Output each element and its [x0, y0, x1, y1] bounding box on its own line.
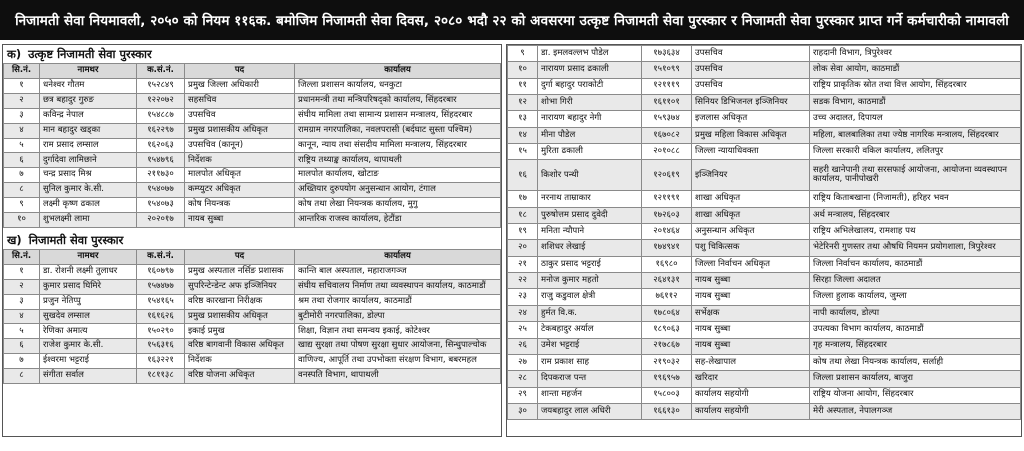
cell-ksn: १२२०७२ — [137, 93, 185, 108]
cell-name: शोभा गिरी — [538, 95, 642, 111]
cell-ksn: २०१४६४ — [642, 224, 692, 240]
cell-post: सह-लेखापाल — [692, 354, 810, 370]
table-row — [4, 79, 501, 94]
cell-office: कान्ति बाल अस्पताल, महाराजगञ्ज — [295, 264, 501, 279]
cell-ksn: १५८००३ — [642, 387, 692, 403]
cell-office: सडक विभाग, काठमाडौं — [810, 95, 1021, 111]
cell-name: मनोज कुमार महतो — [538, 273, 642, 289]
cell-name: कुमार प्रसाद घिमिरे — [40, 279, 137, 294]
cell-ksn: १६६१३० — [642, 403, 692, 419]
cell-post: प्रमुख जिल्ला अधिकारी — [185, 79, 295, 94]
right-panel — [506, 44, 1022, 437]
cell-name: दुर्गादेवा लामिछाने — [40, 153, 137, 168]
cell-sn: १० — [4, 213, 40, 228]
cell-office: जिल्ला प्रशासन कार्यालय, बाजुरा — [810, 371, 1021, 387]
cell-ksn: १२०६१९ — [642, 160, 692, 191]
cell-ksn: १६३२२१ — [137, 354, 185, 369]
cell-ksn: १५४०७३ — [137, 198, 185, 213]
table-row — [508, 273, 1021, 289]
cell-office: बुटीमोरी नगरपालिका, डोल्पा — [295, 309, 501, 324]
cell-office: श्रम तथा रोजगार कार्यालय, काठमाडौं — [295, 294, 501, 309]
table-row — [508, 305, 1021, 321]
cell-office: जिल्ला सरकारी वकिल कार्यालय, ललितपुर — [810, 144, 1021, 160]
cell-ksn: २०१०८८ — [642, 144, 692, 160]
cell-post: निर्देशक — [185, 153, 295, 168]
cell-post: जिल्ला न्यायाधिवक्ता — [692, 144, 810, 160]
cell-office: रामग्राम नगरपालिका, नवलपरासी (बर्दघाट सुस्ता पश्चिम) — [295, 123, 501, 138]
cell-name: मान बहादुर खड्का — [40, 123, 137, 138]
table-row — [508, 160, 1021, 191]
header-post: पद — [185, 64, 295, 79]
cell-office: कोष तथा लेखा नियन्त्रक कार्यालय, सर्लाही — [810, 354, 1021, 370]
cell-post: नायब सुब्बा — [185, 213, 295, 228]
cell-sn: १० — [508, 62, 538, 78]
cell-post: कोष नियन्त्रक — [185, 198, 295, 213]
table-row — [4, 324, 501, 339]
cell-post: प्रमुख अस्पताल नर्सिङ प्रशासक — [185, 264, 295, 279]
cell-office: भेटेरिनरी गुणस्तर तथा औषधि नियमन प्रयोगशाला, त्रिपुरेश्वर — [810, 240, 1021, 256]
cell-office: जिल्ला निर्वाचन कार्यालय, काठमाडौं — [810, 256, 1021, 272]
cell-sn: ८ — [4, 369, 40, 384]
cell-post: अनुसन्धान अधिकृत — [692, 224, 810, 240]
section-b-left-rows — [4, 264, 501, 383]
cell-office: सहरी खानेपानी तथा सरसफाई आयोजना, आयोजना व्यवस्थापन कार्यालय, पानीपोखरी — [810, 160, 1021, 191]
section-a-label: उत्कृष्ट निजामती सेवा पुरस्कार — [28, 47, 152, 61]
cell-ksn: १९६९५७ — [642, 371, 692, 387]
cell-name: मुरिता ढकाली — [538, 144, 642, 160]
cell-name: नारायण प्रसाद ढकाली — [538, 62, 642, 78]
cell-ksn: १७८०६४ — [642, 305, 692, 321]
cell-post: उपसचिव — [692, 46, 810, 62]
cell-office: मेरी अस्पताल, नेपालगञ्ज — [810, 403, 1021, 419]
cell-post: नायब सुब्बा — [692, 322, 810, 338]
table-row — [508, 95, 1021, 111]
cell-post: प्रमुख महिला विकास अधिकृत — [692, 127, 810, 143]
cell-name: डा. इमलवल्लभ पौडेल — [538, 46, 642, 62]
cell-office: मालपोत कार्यालय, खोटाङ — [295, 168, 501, 183]
cell-ksn: १६२२९७ — [137, 123, 185, 138]
cell-sn: ७ — [4, 354, 40, 369]
cell-post: उपसचिव — [692, 62, 810, 78]
cell-office: अर्थ मन्त्रालय, सिंहदरबार — [810, 207, 1021, 223]
cell-ksn: १६७०८२ — [642, 127, 692, 143]
cell-name: ईश्वरमा भट्टराई — [40, 354, 137, 369]
cell-sn: २१ — [508, 256, 538, 272]
cell-office: कानून, न्याय तथा संसदीय मामिला मन्त्रालय, सिंहदरबार — [295, 138, 501, 153]
header-office: कार्यालय — [295, 64, 501, 79]
cell-sn: २० — [508, 240, 538, 256]
header-post: पद — [185, 249, 295, 264]
cell-post: वरिष्ठ कारखाना निरीक्षक — [185, 294, 295, 309]
cell-office: राष्ट्रिय तथ्याङ्क कार्यालय, थापाथली — [295, 153, 501, 168]
cell-post: सर्भेक्षक — [692, 305, 810, 321]
cell-sn: १२ — [508, 95, 538, 111]
cell-name: जयबहादुर लाल अधिरी — [538, 403, 642, 419]
cell-name: प्रजुन नेतिप्पु — [40, 294, 137, 309]
table-row — [4, 309, 501, 324]
cell-name: हुर्मत वि.क. — [538, 305, 642, 321]
cell-sn: ९ — [4, 198, 40, 213]
cell-post: उपसचिव — [692, 78, 810, 94]
cell-sn: ९ — [508, 46, 538, 62]
table-row — [4, 198, 501, 213]
cell-ksn: १८९०६३ — [642, 322, 692, 338]
cell-ksn: १७२६०३ — [642, 207, 692, 223]
table-header-row — [4, 64, 501, 79]
cell-sn: ६ — [4, 339, 40, 354]
cell-office: जिल्ला प्रशासन कार्यालय, धनकुटा — [295, 79, 501, 94]
table-row — [508, 322, 1021, 338]
cell-post: प्रमुख प्रशासकीय अधिकृत — [185, 123, 295, 138]
cell-ksn: १५०२९० — [137, 324, 185, 339]
cell-sn: १८ — [508, 207, 538, 223]
table-row — [508, 403, 1021, 419]
table-row — [4, 264, 501, 279]
cell-sn: २६ — [508, 338, 538, 354]
cell-office: महिला, बालबालिका तथा ज्येष्ठ नागरिक मन्त्रालय, सिंहदरबार — [810, 127, 1021, 143]
table-row — [4, 339, 501, 354]
table-row — [508, 62, 1021, 78]
cell-name: चन्द्र प्रसाद मिश्र — [40, 168, 137, 183]
cell-ksn: १५४७९६ — [137, 153, 185, 168]
cell-office: उपत्यका विभाग कार्यालय, काठमाडौं — [810, 322, 1021, 338]
cell-post: उपसचिव (कानून) — [185, 138, 295, 153]
cell-sn: ४ — [4, 123, 40, 138]
cell-post: कार्यालय सहयोगी — [692, 403, 810, 419]
cell-post: मालपोत अधिकृत — [185, 168, 295, 183]
cell-office: राष्ट्रिय अभिलेखालय, रामशाह पथ — [810, 224, 1021, 240]
table-row — [4, 279, 501, 294]
cell-name: कविन्द्र नेपाल — [40, 108, 137, 123]
cell-name: दिपकराज पन्त — [538, 371, 642, 387]
section-b-number: ख) — [7, 232, 22, 247]
cell-sn: ७ — [4, 168, 40, 183]
cell-ksn: १५६३१६ — [137, 339, 185, 354]
cell-ksn: १५४१६५ — [137, 294, 185, 309]
cell-ksn: २१७८६७ — [642, 338, 692, 354]
cell-ksn: १५९३७४ — [642, 111, 692, 127]
cell-post: नायब सुब्बा — [692, 289, 810, 305]
cell-office: कोष तथा लेखा नियन्त्रक कार्यालय, मुगु — [295, 198, 501, 213]
cell-office: जिल्ला हुलाक कार्यालय, जुम्ला — [810, 289, 1021, 305]
cell-name: राजु कडुवाल क्षेत्री — [538, 289, 642, 305]
cell-name: शशिधर लेखाई — [538, 240, 642, 256]
cell-ksn: २६४१३१ — [642, 273, 692, 289]
cell-sn: २४ — [508, 305, 538, 321]
table-row — [4, 294, 501, 309]
cell-sn: ३ — [4, 294, 40, 309]
cell-sn: १९ — [508, 224, 538, 240]
cell-post: शाखा अधिकृत — [692, 191, 810, 207]
cell-sn: ५ — [4, 324, 40, 339]
section-b-left-table — [3, 249, 501, 384]
cell-post: नायब सुब्बा — [692, 273, 810, 289]
cell-sn: १ — [4, 264, 40, 279]
cell-office: शिक्षा, विज्ञान तथा समन्वय इकाई, कोटेश्वर — [295, 324, 501, 339]
table-row — [508, 127, 1021, 143]
cell-post: सुपरिन्टेन्डेन्ट अफ इञ्जिनियर — [185, 279, 295, 294]
cell-ksn: १५४८८७ — [137, 108, 185, 123]
cell-office: अख्तियार दुरुपयोग अनुसन्धान आयोग, टंगाल — [295, 183, 501, 198]
cell-sn: ५ — [4, 138, 40, 153]
cell-ksn: १६१६२६ — [137, 309, 185, 324]
cell-office: राहदानी विभाग, त्रिपुरेश्वर — [810, 46, 1021, 62]
header-ksn: क.सं.नं. — [137, 64, 185, 79]
cell-sn: २७ — [508, 354, 538, 370]
cell-sn: ३० — [508, 403, 538, 419]
cell-post: पशु चिकित्सक — [692, 240, 810, 256]
cell-post: कम्प्युटर अधिकृत — [185, 183, 295, 198]
cell-sn: २२ — [508, 273, 538, 289]
table-row — [508, 256, 1021, 272]
cell-post: प्रमुख प्रशासकीय अधिकृत — [185, 309, 295, 324]
cell-sn: २५ — [508, 322, 538, 338]
cell-name: सुखदेव लम्साल — [40, 309, 137, 324]
table-row — [508, 78, 1021, 94]
cell-sn: १५ — [508, 144, 538, 160]
cell-post: जिल्ला निर्वाचन अधिकृत — [692, 256, 810, 272]
cell-ksn: १२११९१ — [642, 191, 692, 207]
cell-name: राम प्रसाद लम्साल — [40, 138, 137, 153]
cell-ksn: ७६११२ — [642, 289, 692, 305]
cell-sn: २ — [4, 279, 40, 294]
header-sn: सि.नं. — [4, 249, 40, 264]
cell-office: लोक सेवा आयोग, काठमाडौं — [810, 62, 1021, 78]
cell-office: वनस्पति विभाग, थापाथली — [295, 369, 501, 384]
table-row — [508, 240, 1021, 256]
document-title: निजामती सेवा नियमावली, २०५० को नियम ११६क. बमोजिम निजामती सेवा दिवस, २०८० भदौ २२ को अवसरमा उत्कृष्ट निजामती सेवा पुरस्कार र निजामती सेवा पुरस्कार प्राप्त गर्ने कर्मचारीको नामावली — [0, 0, 1024, 40]
table-row — [508, 387, 1021, 403]
cell-ksn: १५४०७७ — [137, 183, 185, 198]
cell-name: मीना पौडेल — [538, 127, 642, 143]
cell-name: सुनिल कुमार के.सी. — [40, 183, 137, 198]
cell-office: आन्तरिक राजस्व कार्यालय, हेटौंडा — [295, 213, 501, 228]
cell-name: ठाकुर प्रसाद भट्टराई — [538, 256, 642, 272]
cell-sn: ८ — [4, 183, 40, 198]
cell-ksn: १६०७९७ — [137, 264, 185, 279]
cell-name: टेकबहादुर अर्याल — [538, 322, 642, 338]
cell-post: सहसचिव — [185, 93, 295, 108]
cell-name: राजेश कुमार के.सी. — [40, 339, 137, 354]
cell-office: राष्ट्रिय किताबखाना (निजामती), हरिहर भवन — [810, 191, 1021, 207]
cell-ksn: १८११३८ — [137, 369, 185, 384]
table-row — [4, 354, 501, 369]
section-b-title — [3, 231, 501, 249]
section-a-table — [3, 63, 501, 228]
cell-name: उमेश भट्टराई — [538, 338, 642, 354]
cell-ksn: २११७३० — [137, 168, 185, 183]
cell-post: सिनियर डिभिजनल इञ्जिनियर — [692, 95, 810, 111]
cell-office: सिरहा जिल्ला अदालत — [810, 273, 1021, 289]
table-row — [4, 153, 501, 168]
cell-office: संघीय सचिवालय निर्माण तथा व्यवस्थापन कार्यालय, काठमाडौं — [295, 279, 501, 294]
table-row — [4, 93, 501, 108]
cell-post: निर्देशक — [185, 354, 295, 369]
cell-name: मनिता न्यौपाने — [538, 224, 642, 240]
cell-name: लक्ष्मी कृष्ण ढकाल — [40, 198, 137, 213]
table-row — [508, 144, 1021, 160]
section-a-title — [3, 45, 501, 63]
table-row — [508, 191, 1021, 207]
header-name: नामथर — [40, 249, 137, 264]
table-row — [4, 183, 501, 198]
cell-office: संघीय मामिला तथा सामान्य प्रशासन मन्त्रालय, सिंहदरबार — [295, 108, 501, 123]
cell-post: नायब सुब्बा — [692, 338, 810, 354]
cell-name: शान्ता महर्जन — [538, 387, 642, 403]
cell-ksn: २०२०१७ — [137, 213, 185, 228]
table-row — [508, 289, 1021, 305]
cell-sn: ४ — [4, 309, 40, 324]
header-name: नामथर — [40, 64, 137, 79]
cell-sn: १३ — [508, 111, 538, 127]
cell-post: कार्यालय सहयोगी — [692, 387, 810, 403]
cell-ksn: १६११०१ — [642, 95, 692, 111]
cell-name: छत्र बहादुर गुरुङ — [40, 93, 137, 108]
cell-sn: १७ — [508, 191, 538, 207]
cell-sn: १४ — [508, 127, 538, 143]
table-row — [508, 224, 1021, 240]
cell-post: खरिदार — [692, 371, 810, 387]
cell-post: इकाई प्रमुख — [185, 324, 295, 339]
table-row — [508, 111, 1021, 127]
cell-sn: ६ — [4, 153, 40, 168]
cell-post: वरिष्ठ बागवानी विकास अधिकृत — [185, 339, 295, 354]
cell-post: वरिष्ठ योजना अधिकृत — [185, 369, 295, 384]
cell-sn: २९ — [508, 387, 538, 403]
cell-ksn: १६२०६३ — [137, 138, 185, 153]
cell-post: इजलास अधिकृत — [692, 111, 810, 127]
cell-office: नापी कार्यालय, डोल्पा — [810, 305, 1021, 321]
table-row — [4, 168, 501, 183]
table-row — [508, 207, 1021, 223]
section-a-number: क) — [7, 47, 22, 61]
cell-ksn: १६९८० — [642, 256, 692, 272]
cell-name: नरनाथ ताम्राकार — [538, 191, 642, 207]
cell-ksn: २१९०३२ — [642, 354, 692, 370]
header-ksn: क.सं.नं. — [137, 249, 185, 264]
cell-sn: ११ — [508, 78, 538, 94]
cell-sn: २३ — [508, 289, 538, 305]
cell-ksn: १७४९४१ — [642, 240, 692, 256]
cell-name: संगीता सर्वाल — [40, 369, 137, 384]
header-office: कार्यालय — [295, 249, 501, 264]
cell-sn: ३ — [4, 108, 40, 123]
section-a-rows — [4, 79, 501, 228]
cell-sn: २८ — [508, 371, 538, 387]
cell-name: नारायण बहादुर नेगी — [538, 111, 642, 127]
cell-name: दुर्गा बहादुर पराकोटी — [538, 78, 642, 94]
cell-office: वाणिज्य, आपूर्ति तथा उपभोक्ता संरक्षण विभाग, बबरमहल — [295, 354, 501, 369]
cell-post: शाखा अधिकृत — [692, 207, 810, 223]
cell-ksn: १५१०९९ — [642, 62, 692, 78]
cell-sn: २ — [4, 93, 40, 108]
cell-name: रेणिका अमात्य — [40, 324, 137, 339]
table-row — [4, 108, 501, 123]
section-b-label: निजामती सेवा पुरस्कार — [28, 232, 124, 247]
cell-name: राम प्रकाश साह — [538, 354, 642, 370]
table-header-row — [4, 249, 501, 264]
cell-ksn: १२१११९ — [642, 78, 692, 94]
cell-post: उपसचिव — [185, 108, 295, 123]
table-row — [4, 213, 501, 228]
table-row — [508, 371, 1021, 387]
cell-name: शुभलक्ष्मी लामा — [40, 213, 137, 228]
cell-office: प्रधानमन्त्री तथा मन्त्रिपरिषद्को कार्यालय, सिंहदरबार — [295, 93, 501, 108]
cell-sn: १६ — [508, 160, 538, 191]
table-row — [4, 138, 501, 153]
cell-post: इञ्जिनियर — [692, 160, 810, 191]
cell-office: गृह मन्त्रालय, सिंहदरबार — [810, 338, 1021, 354]
table-row — [4, 369, 501, 384]
header-sn: सि.नं. — [4, 64, 40, 79]
section-b-right-rows — [508, 46, 1021, 420]
cell-name: किशोर पन्थी — [538, 160, 642, 191]
cell-sn: १ — [4, 79, 40, 94]
table-row — [508, 46, 1021, 62]
cell-ksn: १५७४७७ — [137, 279, 185, 294]
cell-ksn: १५२८४९ — [137, 79, 185, 94]
cell-name: पुरुषोत्तम प्रसाद दुवेदी — [538, 207, 642, 223]
cell-office: राष्ट्रिय योजना आयोग, सिंहदरबार — [810, 387, 1021, 403]
cell-office: खाद्य सुरक्षा तथा पोषण सुरक्षा सुधार आयोजना, सिन्धुपाल्चोक — [295, 339, 501, 354]
table-row — [4, 123, 501, 138]
table-row — [508, 354, 1021, 370]
cell-name: धनेश्वर गौतम — [40, 79, 137, 94]
left-panel — [2, 44, 502, 437]
section-b-right-table — [507, 45, 1021, 420]
cell-office: उच्च अदालत, दिपायल — [810, 111, 1021, 127]
cell-ksn: १७३६३४ — [642, 46, 692, 62]
cell-office: राष्ट्रिय प्राकृतिक स्रोत तथा वित्त आयोग, सिंहदरबार — [810, 78, 1021, 94]
table-row — [508, 338, 1021, 354]
cell-name: डा. रोशनी लक्ष्मी तुलाधर — [40, 264, 137, 279]
